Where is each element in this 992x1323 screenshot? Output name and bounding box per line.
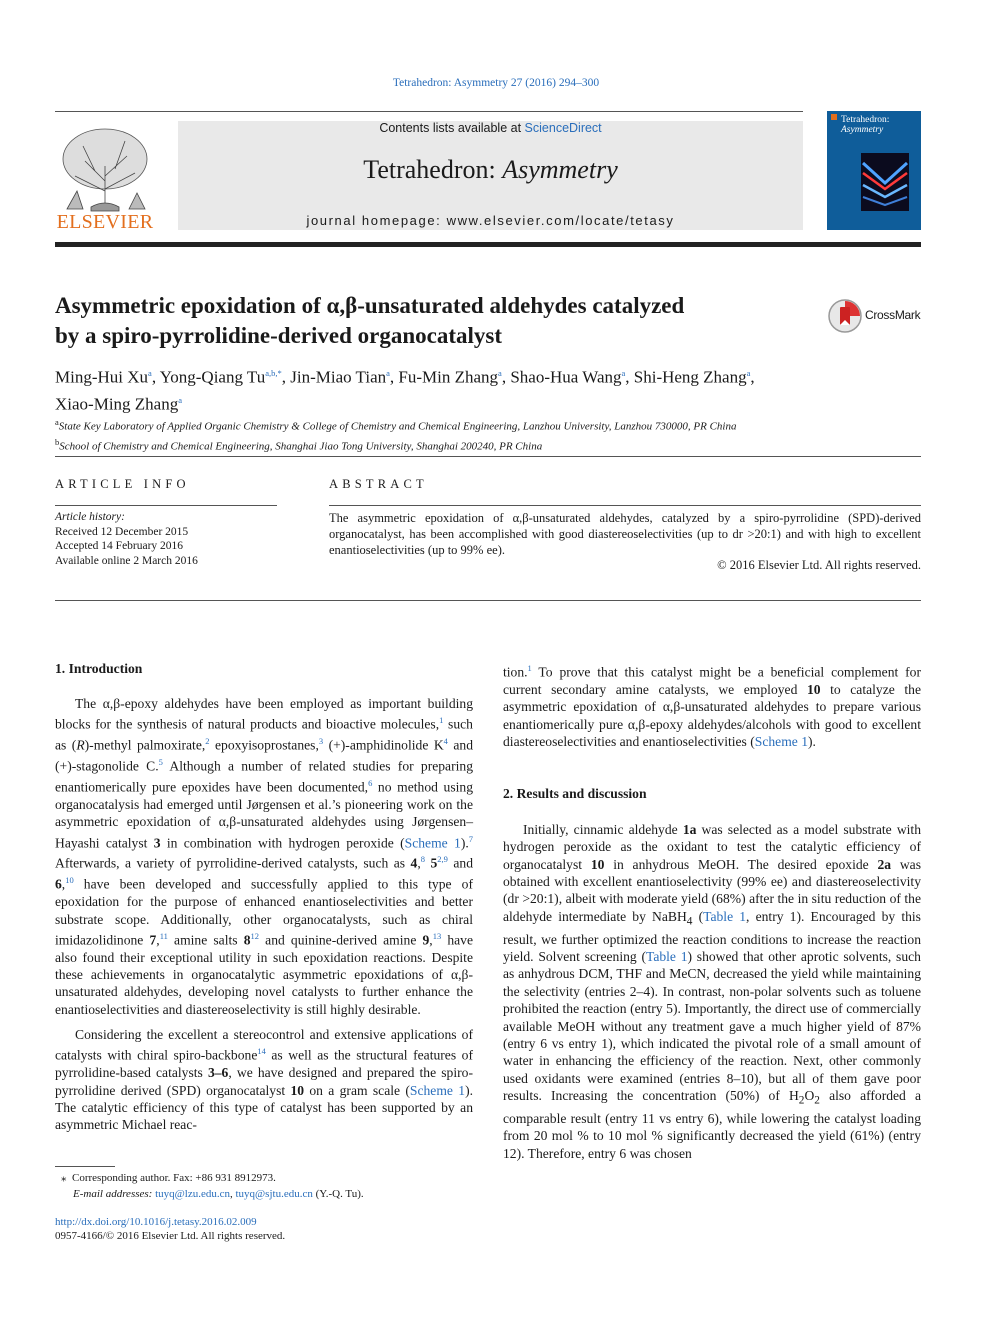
footnotes: [55, 1170, 473, 1202]
divider: [329, 505, 921, 506]
body-column-left: [55, 695, 473, 1018]
affiliation-a: $^a$State Key Laboratory of Applied Organic Chemistry & College of Chemistry and Chemical Engineering, Lanzhou University, Lanzhou 730000, PR China: [55, 417, 737, 433]
author-name[interactable]: Yong-Qiang Tu: [159, 367, 266, 387]
author-aff-mark[interactable]: a,b,*: [265, 368, 282, 378]
article-title: Asymmetric epoxidation of α,β-unsaturated aldehydes catalyzed by a spiro-pyrrolidine-derived organocatalyst: [55, 293, 685, 348]
asterisk-icon: ⁎: [61, 1172, 67, 1184]
header-thick-rule: [55, 242, 921, 247]
abstract-text: The asymmetric epoxidation of α,β-unsaturated aldehydes, catalyzed by a spiro-pyrrolidine (SPD)-derived organocatalyst, has been accomplished with good diastereoselectivities (up to dr >20:1) and with high to excellent enantioselectivities (up to 99% ee).: [329, 511, 921, 557]
author-aff-mark[interactable]: a: [386, 368, 390, 378]
affiliation-b: $^b$School of Chemistry and Chemical Engineering, Shanghai Jiao Tong University, Shanghai 200240, PR China: [55, 436, 543, 453]
cover-logo-icon: [831, 114, 837, 120]
author-aff-mark[interactable]: a: [746, 368, 751, 378]
divider: [55, 600, 921, 601]
crossmark-label: CrossMark: [865, 308, 921, 322]
corresponding-author-note: ⁎ Corresponding author. Fax: +86 931 8912973.: [61, 1172, 276, 1184]
contents-prefix: Contents lists available at: [379, 121, 522, 135]
divider: [55, 505, 277, 506]
header-top-rule: [55, 111, 803, 112]
paragraph: tion.$^1$ To prove that this catalyst might be a beneficial complement for current secondary amine catalysts, we employed 10 to catalyze the asymmetric epoxidation of α,β-unsaturated aldehydes to prepare various enantiomerically pure α,β-epoxy aldehydes/alcohols with good to excellent diastereoselectivities and enantioselectivities (Scheme 1).: [503, 663, 921, 749]
section-heading-results: 2. Results and discussion: [503, 786, 647, 801]
author-name[interactable]: Xiao-Ming Zhang: [55, 394, 179, 414]
crossmark-icon: [827, 298, 863, 334]
body-column-right-2: [503, 821, 921, 1162]
cover-artwork-icon: [861, 153, 909, 211]
author-aff-mark[interactable]: a: [498, 368, 502, 378]
article-info-heading: ARTICLE INFO: [55, 477, 190, 491]
elsevier-wordmark: ELSEVIER: [56, 211, 154, 233]
contents-line: [178, 121, 803, 135]
email-note: E-mail addresses: tuyq@lzu.edu.cn, tuyq@sjtu.edu.cn (Y.-Q. Tu).: [73, 1188, 364, 1200]
sciencedirect-link[interactable]: ScienceDirect: [524, 121, 602, 135]
issn-line: 0957-4166/© 2016 Elsevier Ltd. All rights reserved.: [55, 1230, 286, 1242]
history-label: Article history:: [55, 511, 125, 523]
journal-cover[interactable]: [827, 111, 921, 230]
article-history: [55, 510, 285, 568]
divider: [55, 456, 921, 457]
paragraph: The α,β-epoxy aldehydes have been employed as important building blocks for the synthesis of natural products and bioactive molecules,$^1$ such as (R)-methyl palmoxirate,$^2$ epoxyisoprostanes,$^3$ (+)-amphidinolide $K^4$ and (+)-stagonolide C.$^5$ Although a number of related studies for preparing enantiomerically pure epoxides have been documented,$^6$ no method using organocatalysis had emerged until Jørgensen et al.’s pioneering work on the asymmetric epoxidation of α,β-unsaturated aldehydes using Jørgensen–Hayashi catalyst 3 in combination with hydrogen peroxide (Scheme 1).$^7$ Afterwards, a variety of pyrrolidine-derived catalysts, such as 4,$^8$ 5$^{2,9}$ and 6,10 have been developed and successfully applied to this type of epoxidation for the purpose of enhanced enantioselectivities and better substrate scope. Additionally, other organocatalysts, such as chiral imidazolidinone 7,11 amine salts $8^{12}$ and quinine-derived amine 9,13 have also found their exceptional utility in such epoxidation reactions. Despite these achievements in organocatalytic asymmetric epoxidations of α,β-unsaturated aldehydes, developing novel catalysts to further enhance the enantioselectivities and diastereoselectivity is still highly desirable.: [55, 696, 474, 1017]
journal-title: Tetrahedron: Asymmetry: [363, 155, 618, 184]
history-received: Received 12 December 2015: [55, 525, 189, 538]
author-name[interactable]: Fu-Min Zhang: [398, 367, 499, 387]
journal-homepage[interactable]: journal homepage: www.elsevier.com/locate/tetasy: [306, 213, 675, 228]
author-aff-mark[interactable]: a: [621, 368, 626, 378]
author-list: Ming-Hui Xu$^a$, Yong-Qiang $Tu^{a,b,*}$, Jin-Miao Tian$^a$, Fu-Min Zhang$^a$, Shao-Hua Wang$^a$, Shi-Heng Zhang$^a$, Xiao-Ming Zhang$^a$: [55, 367, 755, 414]
section-heading-introduction: 1. Introduction: [55, 661, 143, 676]
cover-title: Tetrahedron: Asymmetry: [841, 115, 890, 135]
author-name[interactable]: Shi-Heng Zhang: [633, 367, 747, 387]
paragraph: Initially, cinnamic aldehyde 1a was selected as a model substrate with hydrogen peroxide as the oxidant to test the catalytic efficiency of organocatalyst 10 in anhydrous MeOH. The desired epoxide 2a was obtained with excellent enantioselectivity (99% ee) and diastereoselectivity (dr >20:1), albeit with moderate yield (68%) after the in situ reduction of the aldehyde intermediate by NaBH$_4$ (Table 1, entry 1). Encouraged by this result, we further optimized the reaction conditions to increase the reaction yield. Solvent screening (Table 1) showed that other aprotic solvents, such as anhydrous DCM, THF and MeCN, decreased the yield while maintaining the selectivity (entries 2–4). In contrast, non-polar solvents such as toluene prohibited the reaction (entry 5). Importantly, the direct use of commercially available MeOH without any treatment gave a much higher yield of 87% (entry 6 vs entry 1), which indicated the pivotal role of a small amount of water in enhancing the efficiency of the reaction. Next, other commonly used oxidants were examined (entries 8–10), but all of them gave poor results. Increasing the concentration (50%) of $H_2O_2$ also afforded a comparable result (entry 11 vs entry 6), while lowering the catalyst loading from 20 mol % to 10 mol % significantly decreased the yield (61%) (entry 12). Therefore, entry 6 was chosen: [503, 822, 921, 1161]
paragraph: Considering the excellent a stereocontrol and extensive applications of catalysts with chiral spiro-backbone$^{14}$ as well as the structural features of pyrrolidine-based catalysts 3–6, we have designed and prepared the spiro-pyrrolidine derived (SPD) organocatalyst 10 on a gram scale (Scheme 1). The catalytic efficiency of this type of catalyst has been supported by an asymmetric Michael reac-: [55, 1027, 474, 1133]
abstract-copyright: © 2016 Elsevier Ltd. All rights reserved.: [717, 558, 921, 572]
journal-citation[interactable]: Tetrahedron: Asymmetry 27 (2016) 294–300: [392, 77, 600, 89]
body-column-right: [503, 660, 921, 750]
email-link-1[interactable]: tuyq@lzu.edu.cn: [155, 1188, 230, 1200]
affiliations: [55, 415, 921, 454]
body-column-left-2: [55, 1026, 473, 1134]
email-link-2[interactable]: tuyq@sjtu.edu.cn: [235, 1188, 313, 1200]
crossmark-badge[interactable]: [827, 298, 927, 334]
author-name[interactable]: Shao-Hua Wang: [510, 367, 622, 387]
author-name[interactable]: Ming-Hui Xu: [55, 367, 149, 387]
author-aff-mark[interactable]: a: [178, 394, 183, 405]
history-accepted: Accepted 14 February 2016: [55, 540, 184, 552]
author-aff-mark[interactable]: a: [148, 368, 152, 378]
footnote-rule: [55, 1166, 115, 1167]
doi-link[interactable]: http://dx.doi.org/10.1016/j.tetasy.2016.02.009: [55, 1216, 257, 1228]
abstract-heading: ABSTRACT: [329, 477, 428, 491]
author-name[interactable]: Jin-Miao Tian: [290, 367, 387, 387]
history-online: Available online 2 March 2016: [55, 554, 198, 567]
